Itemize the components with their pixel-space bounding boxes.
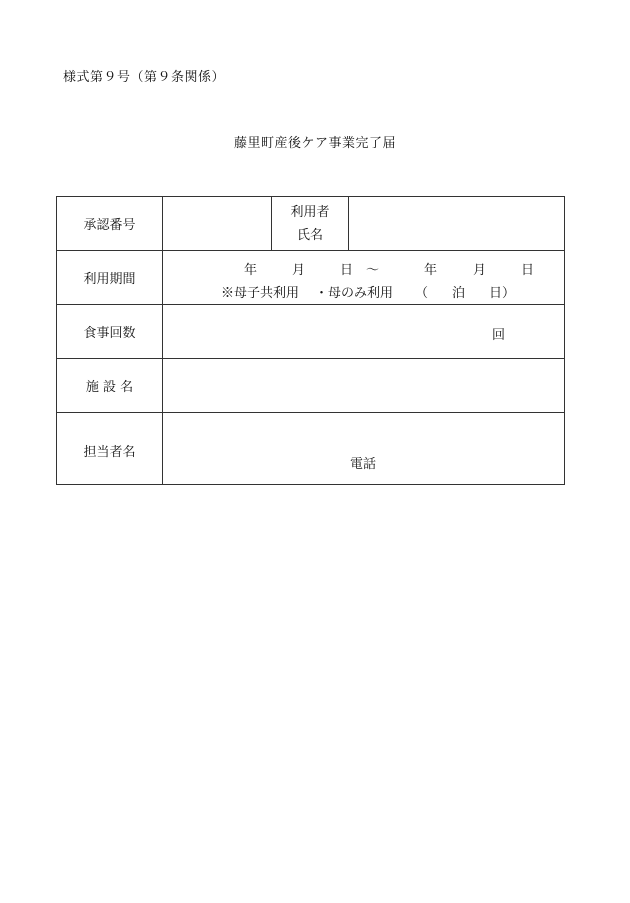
- facility-name-field[interactable]: [163, 359, 565, 413]
- usage-period-row: [57, 251, 565, 305]
- nights-label: 泊: [452, 286, 466, 301]
- staff-name-label: 担当者名: [57, 413, 163, 485]
- user-name-label-line1: 利用者: [290, 204, 330, 220]
- period-tilde: ～: [366, 263, 380, 278]
- usage-period-field[interactable]: [163, 251, 565, 305]
- user-name-field[interactable]: [349, 197, 565, 251]
- user-name-label: [272, 197, 349, 251]
- staff-row: [57, 413, 565, 485]
- phone-label: 電話: [350, 457, 377, 472]
- staff-name-field[interactable]: [163, 413, 565, 485]
- document-title: 藤里町産後ケア事業完了届: [233, 136, 396, 151]
- user-name-label-line2: 氏名: [296, 227, 323, 243]
- days-label: 日）: [489, 286, 516, 301]
- usage-period-label: 利用期間: [57, 251, 163, 305]
- facility-name-label: 施 設 名: [57, 359, 163, 413]
- period-year-start: 年: [244, 263, 258, 278]
- completion-form-table: [56, 196, 565, 485]
- open-paren: （: [415, 286, 429, 301]
- meal-count-row: [57, 305, 565, 359]
- form-number: 様式第９号（第９条関係）: [63, 70, 226, 85]
- period-month-end: 月: [473, 263, 487, 278]
- meal-count-label: 食事回数: [57, 305, 163, 359]
- option-mother-child: ※母子共利用: [221, 286, 300, 301]
- period-year-end: 年: [424, 263, 438, 278]
- option-mother-only: ・母のみ利用: [315, 286, 394, 301]
- period-day-end: 日: [521, 263, 535, 278]
- approval-number-label: 承認番号: [57, 197, 163, 251]
- approval-row: [57, 197, 565, 251]
- meal-unit: 回: [492, 328, 506, 343]
- approval-number-field[interactable]: [163, 197, 272, 251]
- facility-row: [57, 359, 565, 413]
- period-month-start: 月: [292, 263, 306, 278]
- period-day-start: 日: [340, 263, 354, 278]
- meal-count-field[interactable]: [163, 305, 565, 359]
